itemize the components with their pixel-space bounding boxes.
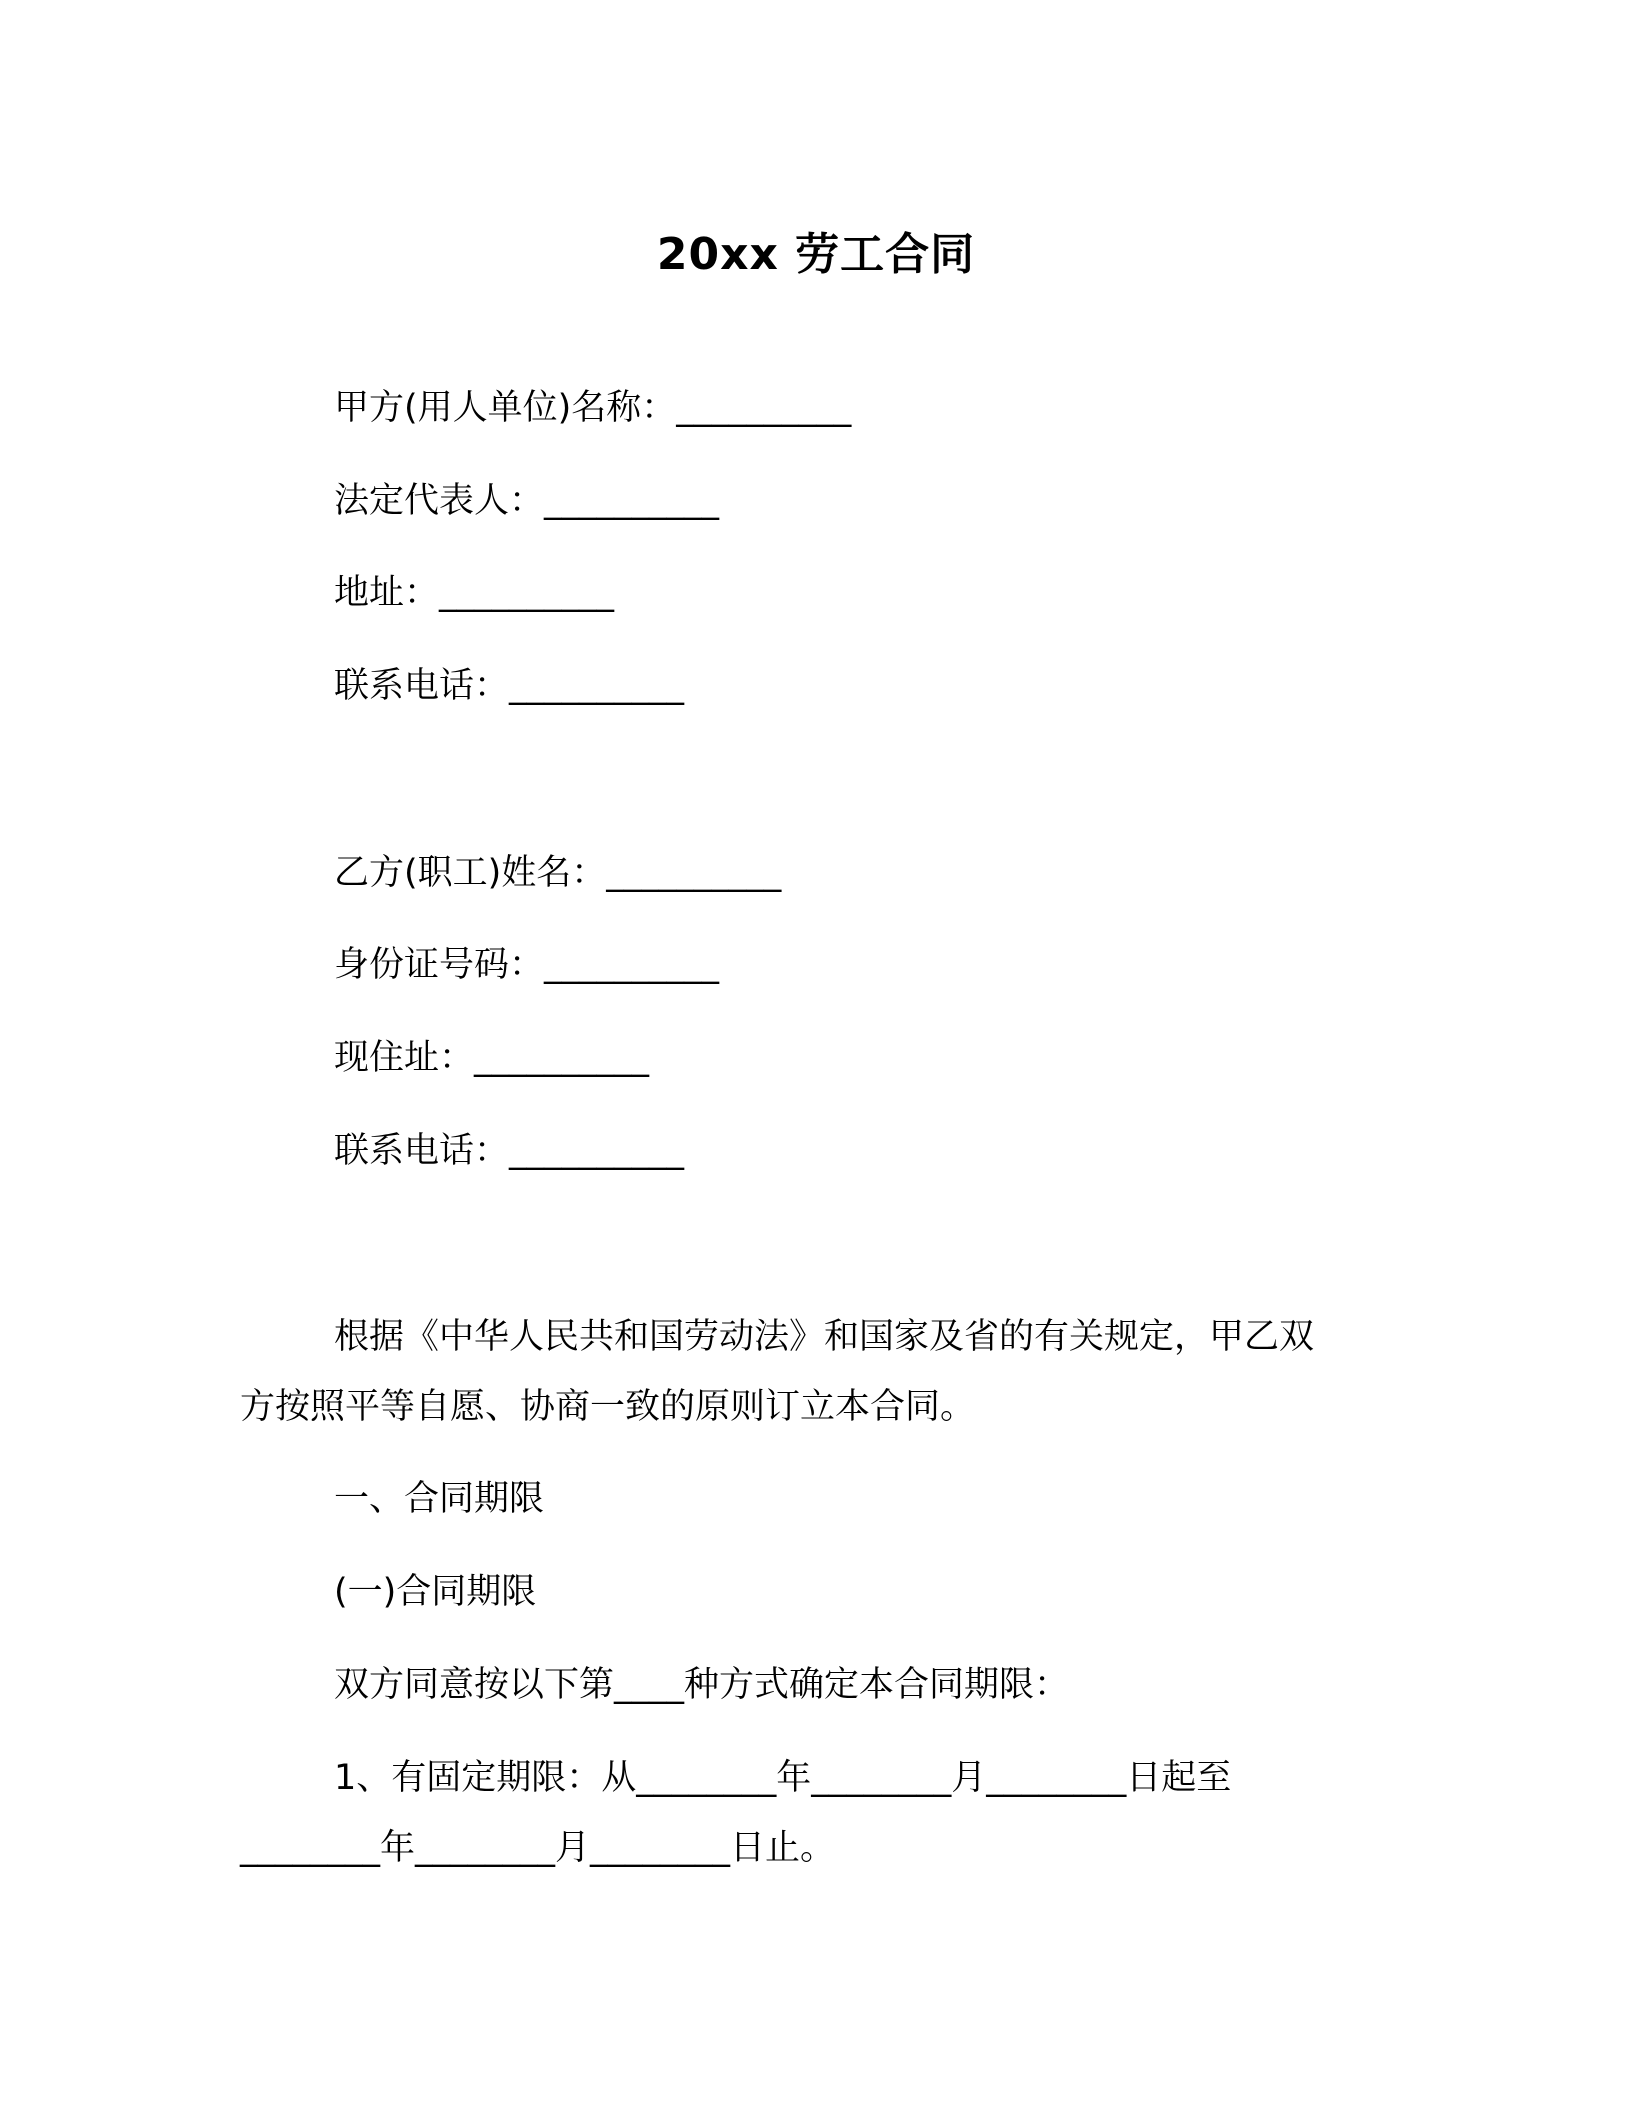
party-a-name-line: 甲方(用人单位)名称：__________ <box>334 388 852 428</box>
party-b-phone-line: 联系电话：__________ <box>334 1131 685 1171</box>
preamble-line-1: 根据《中华人民共和国劳动法》和国家及省的有关规定，甲乙双 <box>334 1317 1315 1357</box>
party-b-address-line: 现住址：__________ <box>334 1038 650 1078</box>
party-b-id-line: 身份证号码：__________ <box>334 945 720 985</box>
document-title: 20xx 劳工合同 <box>656 229 976 280</box>
section-heading: 一、合同期限 <box>334 1479 545 1519</box>
preamble-line-2: 方按照平等自愿、协商一致的原则订立本合同。 <box>240 1387 976 1427</box>
party-a-rep-line: 法定代表人：__________ <box>334 481 720 521</box>
party-a-address-line: 地址：__________ <box>334 573 615 613</box>
party-b-name-line: 乙方(职工)姓名：__________ <box>334 853 782 893</box>
section-subheading: (一)合同期限 <box>334 1572 537 1612</box>
fixed-term-line-2: ________年________月________日止。 <box>240 1828 836 1868</box>
term-method-line: 双方同意按以下第____种方式确定本合同期限： <box>334 1665 1070 1705</box>
party-a-phone-line: 联系电话：__________ <box>334 666 685 706</box>
fixed-term-line-1: 1、有固定期限：从________年________月________日起至 <box>334 1758 1232 1798</box>
